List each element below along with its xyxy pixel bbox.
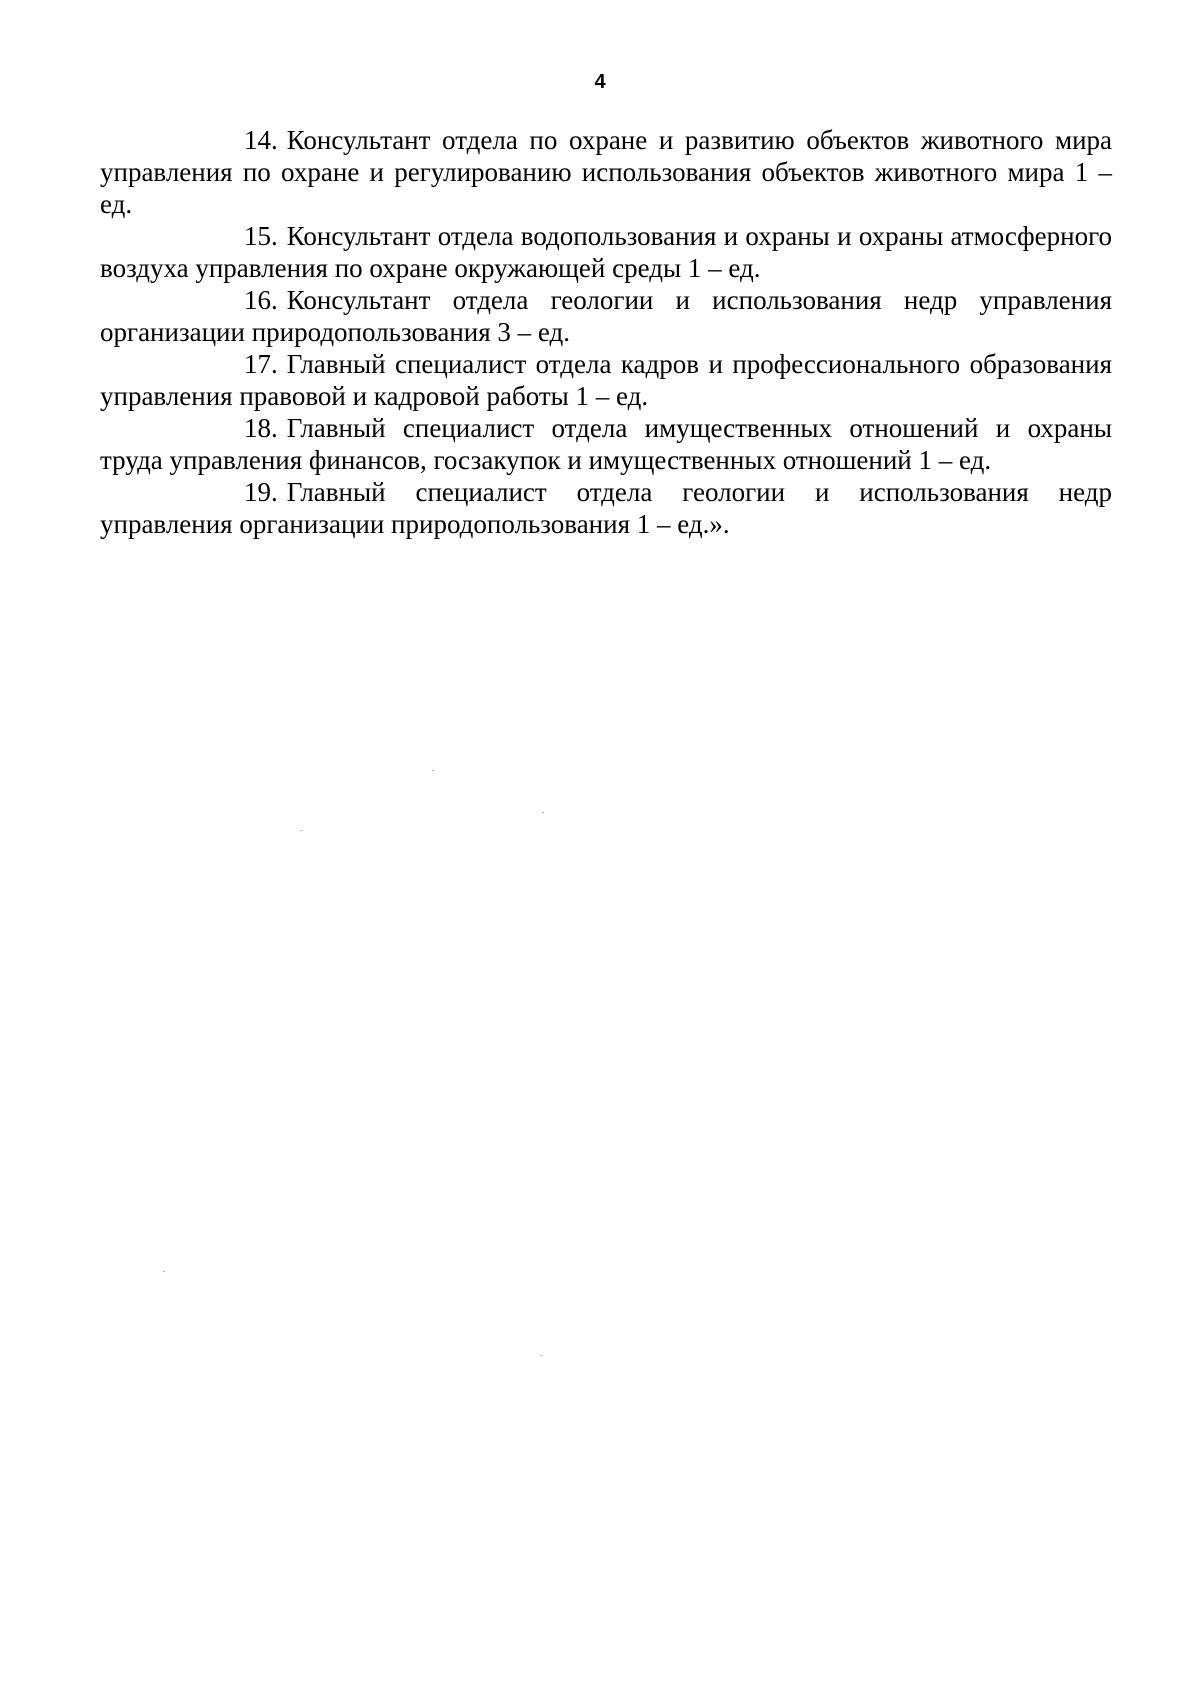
item-number: 16. <box>244 285 278 315</box>
item-text: Консультант отдела по охране и развитию объектов животного мира управления по охране и регулированию использования объектов животного мира 1 – ед. <box>100 125 1112 219</box>
item-text: Консультант отдела геологии и использования недр управления организации природопользования 3 – ед. <box>100 285 1112 347</box>
list-item-17 <box>100 348 1112 412</box>
list-item-16 <box>100 284 1112 348</box>
scan-speck <box>432 770 434 771</box>
item-number: 15. <box>244 221 278 251</box>
item-number: 14. <box>244 125 278 155</box>
item-text: Главный специалист отдела кадров и профессионального образования управления правовой и кадровой работы 1 – ед. <box>100 349 1112 411</box>
document-body <box>100 124 1112 540</box>
item-number: 18. <box>244 413 278 443</box>
scan-speck <box>540 1355 542 1356</box>
item-number: 17. <box>244 349 278 379</box>
scan-speck <box>300 830 302 831</box>
page-number: 4 <box>594 71 606 93</box>
item-number: 19. <box>244 477 278 507</box>
scan-speck <box>542 812 544 813</box>
list-item-19 <box>100 476 1112 540</box>
list-item-18 <box>100 412 1112 476</box>
item-text: Главный специалист отдела геологии и использования недр управления организации природопользования 1 – ед.». <box>100 477 1112 539</box>
scan-speck <box>163 1271 165 1272</box>
list-item-14 <box>100 124 1112 220</box>
item-text: Главный специалист отдела имущественных отношений и охраны труда управления финансов, госзакупок и имущественных отношений 1 – ед. <box>100 413 1112 475</box>
list-item-15 <box>100 220 1112 284</box>
item-text: Консультант отдела водопользования и охраны и охраны атмосферного воздуха управления по охране окружающей среды 1 – ед. <box>100 221 1112 283</box>
